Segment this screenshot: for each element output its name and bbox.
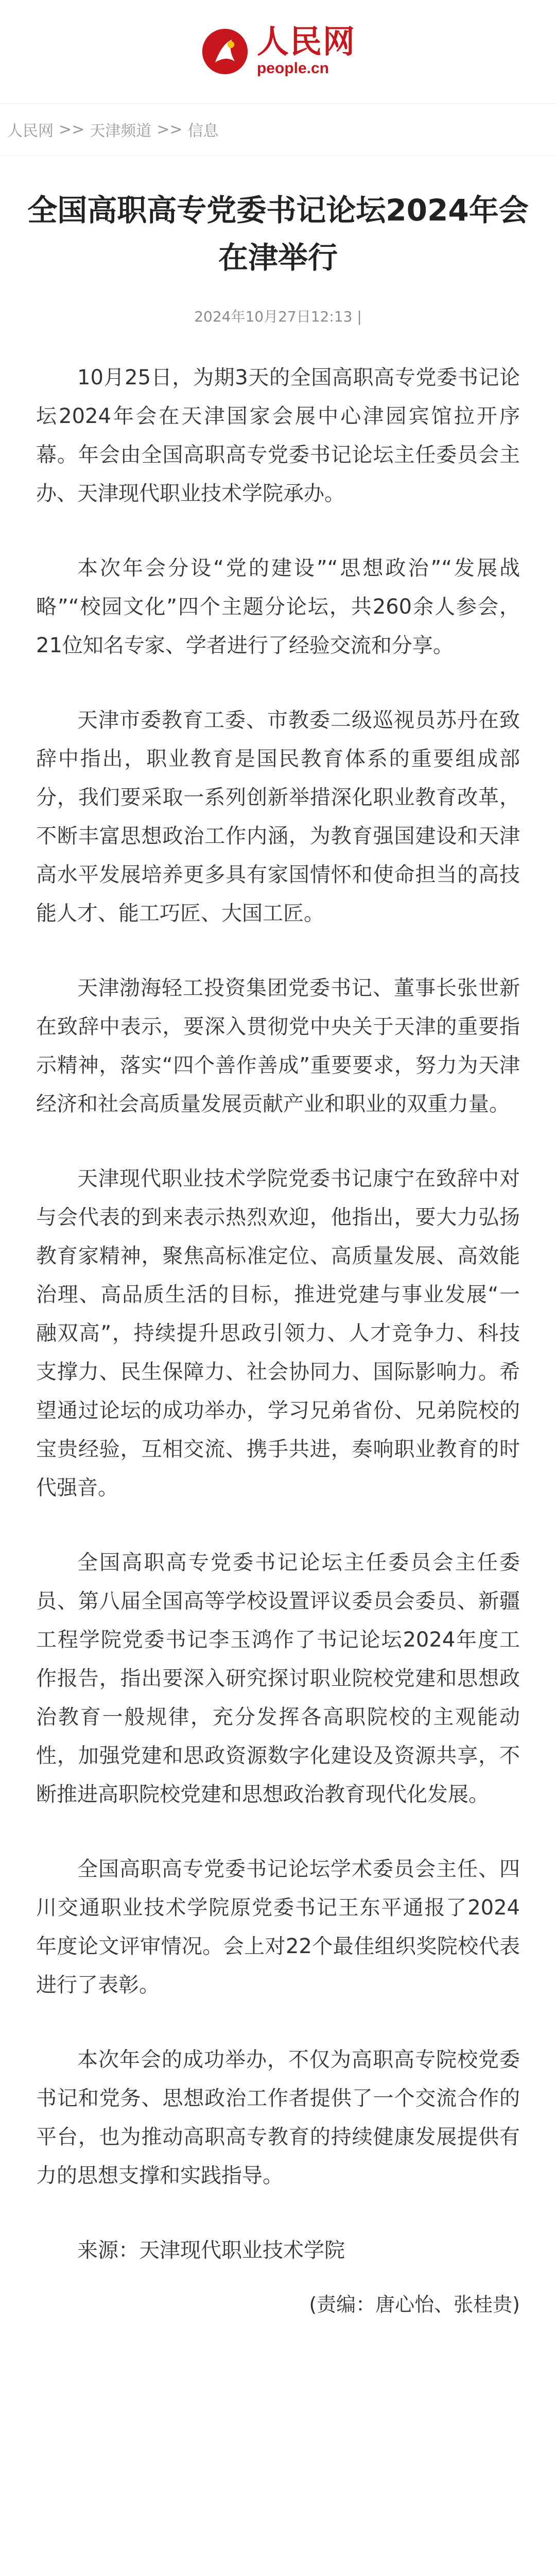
article-paragraph: 天津市委教育工委、市教委二级巡视员苏丹在致辞中指出，职业教育是国民教育体系的重要组成部分，我们要采取一系列创新举措深化职业教育改革，不断丰富思想政治工作内涵，为教育强国建设和天津高水平发展培养更多具有家国情怀和使命担当的高技能人才、能工巧匠、大国工匠。 — [36, 708, 520, 925]
article-datetime: 2024年10月27日12:13 | — [194, 308, 362, 325]
article-header — [0, 156, 556, 330]
logo-domain: people.cn — [256, 60, 329, 77]
article-body — [0, 330, 556, 2324]
article-title: 全国高职高专党委书记论坛2024年会在津举行 — [27, 193, 529, 275]
people-cn-logo[interactable] — [200, 23, 356, 77]
breadcrumb-separator: >> — [157, 120, 183, 139]
article-paragraph: 全国高职高专党委书记论坛学术委员会主任、四川交通职业技术学院原党委书记王东平通报了2024年度论文评审情况。会上对22个最佳组织奖院校代表进行了表彰。 — [36, 1857, 520, 1997]
article-paragraph: 天津渤海轻工投资集团党委书记、董事长张世新在致辞中表示，要深入贯彻党中央关于天津的重要指示精神，落实“四个善作善成”重要要求，努力为天津经济和社会高质量发展贡献产业和职业的双重力量。 — [36, 976, 520, 1116]
article-source: 来源：天津现代职业技术学院 — [77, 2239, 345, 2262]
article-editors: (责编：唐心怡、张桂贵) — [309, 2293, 520, 2316]
breadcrumb-separator: >> — [59, 120, 85, 139]
article-paragraph: 全国高职高专党委书记论坛主任委员会主任委员、第八届全国高等学校设置评议委员会委员、新疆工程学院党委书记李玉鸿作了书记论坛2024年度工作报告，指出要深入研究探讨职业院校党建和思想政治教育一般规律，充分发挥各高职院校的主观能动性，加强党建和思政资源数字化建设及资源共享，不断推进高职院校党建和思想政治教育现代化发展。 — [36, 1551, 520, 1806]
breadcrumb — [0, 104, 556, 156]
breadcrumb-item-people[interactable]: 人民网 — [7, 122, 54, 140]
site-header — [0, 0, 556, 104]
article-paragraph: 10月25日，为期3天的全国高职高专党委书记论坛2024年会在天津国家会展中心津园宾馆拉开序幕。年会由全国高职高专党委书记论坛主任委员会主办、天津现代职业技术学院承办。 — [36, 366, 520, 505]
logo-chinese-name: 人民网 — [256, 23, 356, 60]
breadcrumb-item-tianjin[interactable]: 天津频道 — [90, 122, 152, 140]
article-paragraph: 本次年会分设“党的建设”“思想政治”“发展战略”“校园文化”四个主题分论坛，共260余人参会，21位知名专家、学者进行了经验交流和分享。 — [36, 556, 520, 657]
logo-emblem-icon — [200, 27, 250, 76]
breadcrumb-item-info[interactable]: 信息 — [187, 122, 219, 140]
article-paragraph: 本次年会的成功举办，不仅为高职高专院校党委书记和党务、思想政治工作者提供了一个交流合作的平台，也为推动高职高专教育的持续健康发展提供有力的思想支撑和实践指导。 — [36, 2048, 520, 2188]
article-paragraph: 天津现代职业技术学院党委书记康宁在致辞中对与会代表的到来表示热烈欢迎，他指出，要大力弘扬教育家精神，聚焦高标准定位、高质量发展、高效能治理、高品质生活的目标，推进党建与事业发展“一融双高”，持续提升思政引领力、人才竞争力、科技支撑力、民生保障力、社会协同力、国际影响力。希望通过论坛的成功举办，学习兄弟省份、兄弟院校的宝贵经验，互相交流、携手共进，奏响职业教育的时代强音。 — [36, 1167, 520, 1500]
